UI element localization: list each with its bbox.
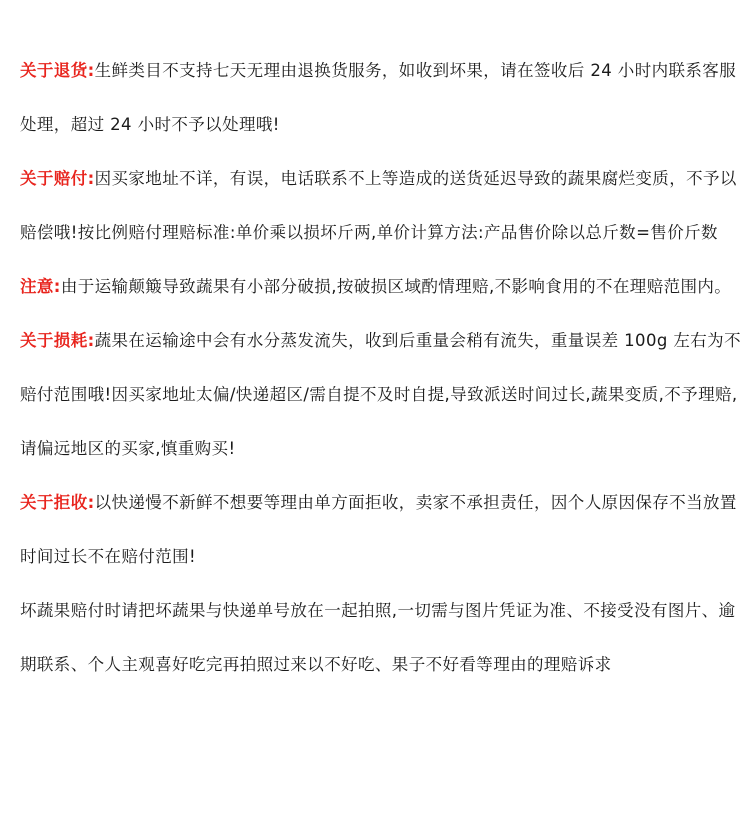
loss-policy-section bbox=[20, 314, 742, 476]
photo-evidence-section bbox=[20, 584, 742, 692]
compensation-policy-text: 因买家地址不详，有误，电话联系不上等造成的送货延迟导致的蔬果腐烂变质，不予以赔偿哦!按比例赔付理赔标准:单价乘以损坏斤两,单价计算方法:产品售价除以总斤数=售价斤数 bbox=[20, 169, 737, 242]
return-policy-text: 生鲜类目不支持七天无理由退换货服务，如收到坏果，请在签收后 24 小时内联系客服处理，超过 24 小时不予以处理哦! bbox=[20, 61, 737, 134]
return-policy-label: 关于退货: bbox=[20, 61, 95, 80]
rejection-policy-section bbox=[20, 476, 742, 584]
policy-document bbox=[20, 44, 742, 692]
loss-policy-label: 关于损耗: bbox=[20, 331, 95, 350]
notice-label: 注意: bbox=[20, 277, 61, 296]
notice-text: 由于运输颠簸导致蔬果有小部分破损,按破损区域酌情理赔,不影响食用的不在理赔范围内。 bbox=[60, 277, 732, 296]
return-policy-section bbox=[20, 44, 742, 152]
rejection-policy-text: 以快递慢不新鲜不想要等理由单方面拒收，卖家不承担责任，因个人原因保存不当放置时间过长不在赔付范围! bbox=[20, 493, 737, 566]
photo-evidence-text: 坏蔬果赔付时请把坏蔬果与快递单号放在一起拍照,一切需与图片凭证为准、不接受没有图片、逾期联系、个人主观喜好吃完再拍照过来以不好吃、果子不好看等理由的理赔诉求 bbox=[20, 601, 736, 674]
compensation-policy-section bbox=[20, 152, 742, 260]
compensation-policy-label: 关于赔付: bbox=[20, 169, 95, 188]
notice-section bbox=[20, 260, 742, 314]
rejection-policy-label: 关于拒收: bbox=[20, 493, 95, 512]
loss-policy-text: 蔬果在运输途中会有水分蒸发流失，收到后重量会稍有流失，重量误差 100g 左右为不赔付范围哦!因买家地址太偏/快递超区/需自提不及时自提,导致派送时间过长,蔬果变质,不予理赔,请偏远地区的买家,慎重购买! bbox=[20, 331, 741, 458]
